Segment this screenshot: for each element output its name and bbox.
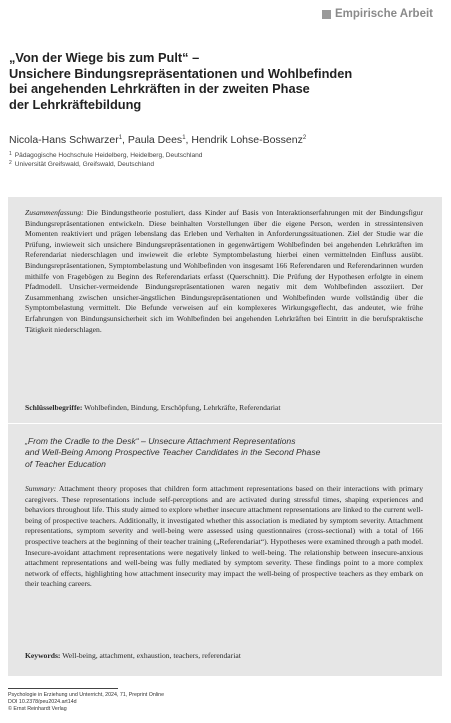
author-mark: 1 (182, 135, 186, 141)
author-mark: 2 (302, 135, 307, 141)
keywords-label: Keywords: (25, 651, 61, 660)
author-mark: 1 (118, 135, 123, 141)
english-abstract-box (8, 424, 442, 676)
english-abstract-text (25, 484, 423, 590)
footer-doi: DOI 10.2378/peu2024.art14d (8, 699, 77, 705)
footer-journal: Psychologie in Erziehung und Unterricht, 2024, 71, Preprint Online (8, 692, 165, 698)
title-line: bei angehenden Lehrkräften in der zweiten Phase (9, 81, 310, 97)
summary-label: Summary: (25, 484, 57, 493)
author-name: Paula Dees (127, 134, 183, 146)
english-keywords (25, 651, 423, 660)
journal-footer (8, 692, 164, 713)
affiliation-text: Universität Greifswald, Greifswald, Deutschland (14, 161, 155, 168)
affiliation-text: Pädagogische Hochschule Heidelberg, Heidelberg, Deutschland (14, 152, 203, 159)
german-keywords (25, 403, 423, 412)
affiliation-mark: 1 (9, 151, 12, 157)
section-label-text: Empirische Arbeit (335, 8, 433, 20)
title-line: „Von der Wiege bis zum Pult“ – (9, 50, 200, 65)
footer-publisher: © Ernst Reinhardt Verlag (8, 706, 67, 712)
english-title-line: of Teacher Education (25, 458, 106, 469)
keywords-list: Wohlbefinden, Bindung, Erschöpfung, Lehrkräfte, Referendariat (82, 403, 281, 412)
english-title (25, 436, 423, 470)
german-abstract-box (8, 197, 442, 423)
keywords-list: Well-being, attachment, exhaustion, teachers, referendariat (60, 651, 241, 660)
author-list: Nicola-Hans Schwarzer$^1$, Paula Dees$^1$, Hendrik Lohse-Bossenz$^2$ (9, 134, 307, 146)
section-label (322, 8, 433, 20)
keywords-label: Schlüsselbegriffe: (25, 403, 83, 412)
title-line: Unsichere Bindungsrepräsentationen und Wohlbefinden (9, 65, 353, 81)
article-title (9, 50, 439, 112)
abstract-body: Die Bindungstheorie postuliert, dass Kinder auf Basis von Interaktionserfahrungen mit der Bindungsfigur Bindungsrepräsentationen entwickeln. Diese beinhalten Vorstellungen über die eigene Person, werden in stressintensiven Momenten reaktiviert und prägen lebenslang das Erleben und Verhalten in Anforderungssituationen. Ziel der Studie war die Prüfung, inwieweit sich unsichere Bindungsrepräsentationen in gegenwärtigem Wohlbefinden bei angehenden Lehrkräften im Referendariat niederschlagen und inwieweit die erlebte Symptombelastung hierbei einen vermittelnden Einfluss ausübt. Bindungsrepräsentationen, Symptombelastung und Wohlbefinden von insgesamt 166 Referendaren und Referendarinnen wurden mithilfe von Fragebögen zu Beginn des Referendariats erfasst (Querschnitt). Die Prüfung der Hypothesen erfolgte in einem Pfadmodell. Unsicher-vermeidende Bindungsrepräsentationen waren negativ mit dem Wohlbefinden assoziiert. Der Zusammenhang zwischen unsicher-ängstlichen Bindungsrepräsentationen und Wohlbefinden wurde vollständig über die Symptombelastung vermittelt. Die Befunde verweisen auf ein komplexeres Wirkungsgeflecht, das andeutet, wie frühe Erfahrungen von Bindungsunsicherheit sich im Wohlbefinden bei angehenden Lehrkräften bei Eintritt in die berufspraktische Tätigkeit niederschlagen. (25, 208, 423, 334)
affiliation (9, 151, 439, 159)
english-title-line: „From the Cradle to the Desk“ – Unsecure Attachment Representations (25, 436, 296, 446)
summary-body: Attachment theory proposes that children form attachment representations based on their interactions with primary caregivers. These representations include self-perceptions and are activated during stressful times, shaping experiences and behaviors throughout life. This study aimed to explore whether insecure attachment representations are linked to the current well-being of prospective teachers. Additionally, it investigated whether this association is mediated by symptom severity. Attachment representations, symptom severity and well-being were assessed using questionnaires (cross-sectional) with a total of 166 prospective teachers at the beginning of their teacher training („Referendariat“). Hypotheses were examined through a path model. Insecure-avoidant attachment representations were negatively linked to well-being. The relationship between insecure-anxious attachment representations and well-being was fully mediated by symptom severity. These findings point to a more complex network of effects, highlighting how attachment insecurity may impact the well-being of prospective teachers as they embark on their teaching careers. (25, 484, 423, 589)
footer-rule (8, 688, 118, 689)
author-name: Nicola-Hans Schwarzer (9, 134, 119, 146)
author-name: Hendrik Lohse-Bossenz (191, 134, 303, 146)
english-title-line: and Well-Being Among Prospective Teacher Candidates in the Second Phase (25, 447, 321, 458)
section-square-icon (322, 10, 331, 19)
german-abstract-text (25, 208, 423, 335)
title-line: der Lehrkräftebildung (9, 96, 142, 112)
abstract-label: Zusammenfassung: (25, 208, 84, 217)
affiliation (9, 160, 439, 168)
affiliation-mark: 2 (9, 160, 12, 166)
